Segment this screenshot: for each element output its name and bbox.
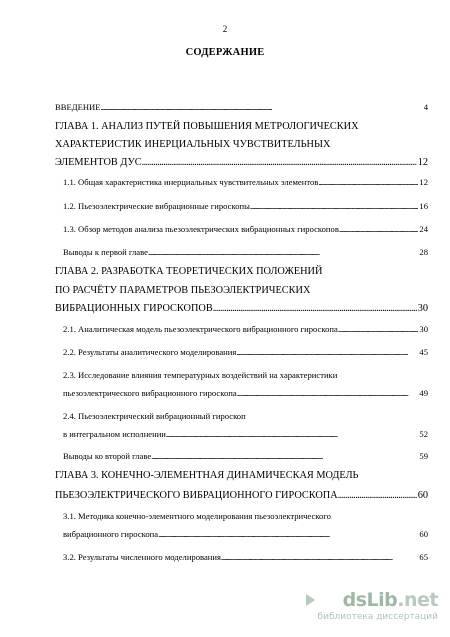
toc-entry-page: 30 [417, 303, 428, 314]
toc-entry-conclusions-2[interactable] [55, 451, 428, 461]
toc-entry-chapter-1-line-2[interactable] [55, 139, 428, 150]
toc-leader-dots [339, 224, 419, 234]
toc-entry-chapter-1-line-1[interactable] [55, 121, 428, 132]
toc-leader-dots [236, 347, 418, 357]
toc-entry-page: 24 [419, 224, 428, 234]
toc-leader-dots [338, 324, 419, 334]
toc-leader-dots [166, 429, 418, 439]
toc-entry-page: 28 [419, 247, 428, 257]
toc-entry-3-2[interactable] [55, 552, 428, 562]
toc-entry-text: в интегральном исполнении [63, 429, 166, 439]
toc-entry-text: ЭЛЕМЕНТОВ ДУС [55, 157, 142, 168]
toc-entry-chapter-3-line-2[interactable] [55, 490, 428, 501]
toc-entry-text: пьезоэлектрического вибрационного гироскопа [63, 388, 237, 398]
toc-entry-text: 1.1. Общая характеристика инерциальных чувствительных элементов [63, 177, 319, 187]
toc-entry-text: 2.3. Исследование влияния температурных воздействий на характеристики [63, 370, 338, 380]
toc-leader-dots [318, 177, 418, 187]
toc-entry-text: ПЬЕЗОЭЛЕКТРИЧЕСКОГО ВИБРАЦИОННОГО ГИРОСКОПА [55, 490, 338, 501]
toc-leader-dots [151, 451, 418, 461]
toc-entry-page: 60 [419, 529, 428, 539]
toc-entry-text: 2.4. Пьезоэлектрический вибрационный гироскоп [63, 411, 246, 421]
toc-entry-page: 4 [423, 102, 428, 112]
toc-title: СОДЕРЖАНИЕ [185, 47, 265, 58]
toc-entry-2-3-line-2[interactable] [55, 388, 428, 398]
toc-entry-2-4-line-2[interactable] [55, 429, 428, 439]
toc-entry-page: 45 [419, 347, 428, 357]
toc-entry-2-4-line-1[interactable] [55, 411, 428, 421]
toc-entry-conclusions-1[interactable] [55, 247, 428, 257]
toc-entry-text: 3.2. Результаты численного моделирования [63, 552, 221, 562]
toc-leader-dots [148, 247, 418, 257]
toc-entry-text: ВИБРАЦИОННЫХ ГИРОСКОПОВ [55, 303, 213, 314]
toc-entry-chapter-1-line-3[interactable] [55, 157, 428, 168]
toc-entry-3-1-line-1[interactable] [55, 511, 428, 521]
toc-entry-2-3-line-1[interactable] [55, 370, 428, 380]
toc-entry-chapter-3-line-1[interactable] [55, 470, 428, 481]
toc-leader-dots [213, 303, 417, 314]
toc-entry-text: вибрационного гироскопа [63, 529, 159, 539]
toc-entry-page: 49 [419, 388, 428, 398]
watermark-logo: dsLib.net [342, 589, 438, 611]
toc-entry-2-2[interactable] [55, 347, 428, 357]
toc-leader-dots [158, 529, 418, 539]
toc-entry-page: 12 [417, 157, 428, 168]
toc-entry-chapter-2-line-2[interactable] [55, 285, 428, 296]
toc-entry-text: ГЛАВА 3. КОНЕЧНО-ЭЛЕМЕНТНАЯ ДИНАМИЧЕСКАЯ МОДЕЛЬ [55, 470, 359, 481]
toc-entry-chapter-2-line-1[interactable] [55, 266, 428, 277]
toc-entry-text: ГЛАВА 1. АНАЛИЗ ПУТЕЙ ПОВЫШЕНИЯ МЕТРОЛОГИЧЕСКИХ [55, 121, 359, 132]
dslib-watermark[interactable] [318, 589, 438, 627]
toc-entry-text: 1.2. Пьезоэлектрические вибрационные гироскопы [63, 201, 250, 211]
toc-entry-text: 1.3. Обзор методов анализа пьезоэлектрических вибрационных гироскопов [63, 224, 339, 234]
toc-leader-dots [101, 102, 423, 112]
toc-entry-2-1[interactable] [55, 324, 428, 334]
toc-entry-text: ГЛАВА 2. РАЗРАБОТКА ТЕОРЕТИЧЕСКИХ ПОЛОЖЕНИЙ [55, 266, 323, 277]
toc-entry-page: 52 [419, 429, 428, 439]
toc-entry-page: 12 [419, 177, 428, 187]
toc-entry-page: 30 [419, 324, 428, 334]
toc-leader-dots [142, 157, 417, 168]
toc-entry-text: 2.2. Результаты аналитического моделирования [63, 347, 237, 357]
toc-entry-text: Выводы ко второй главе [63, 451, 152, 461]
watermark-subtitle: библиотека диссертаций [317, 612, 438, 622]
toc-entry-introduction[interactable] [55, 102, 428, 112]
toc-entry-text: Выводы к первой главе [63, 247, 148, 257]
page-number: 2 [222, 24, 228, 34]
toc-leader-dots [250, 201, 418, 211]
toc-entry-1-3[interactable] [55, 224, 428, 234]
toc-entry-page: 60 [417, 490, 428, 501]
toc-entry-page: 65 [419, 552, 428, 562]
toc-entry-page: 59 [419, 451, 428, 461]
toc-entry-text: 3.1. Методика конечно-элементного моделирования пьезоэлектрического [63, 511, 331, 521]
toc-entry-text: ПО РАСЧЁТУ ПАРАМЕТРОВ ПЬЕЗОЭЛЕКТРИЧЕСКИХ [55, 285, 311, 296]
toc-entry-text: ВВЕДЕНИЕ [55, 102, 101, 112]
toc-entry-text: ХАРАКТЕРИСТИК ИНЕРЦИАЛЬНЫХ ЧУВСТВИТЕЛЬНЫХ [55, 139, 331, 150]
toc-entry-1-1[interactable] [55, 177, 428, 187]
toc-leader-dots [338, 490, 417, 501]
toc-entry-1-2[interactable] [55, 201, 428, 211]
toc-entry-page: 16 [419, 201, 428, 211]
play-arrow-icon [306, 594, 315, 606]
toc-entry-text: 2.1. Аналитическая модель пьезоэлектрического вибрационного гироскопа [63, 324, 338, 334]
toc-entry-chapter-2-line-3[interactable] [55, 303, 428, 314]
toc-leader-dots [221, 552, 418, 562]
toc-leader-dots [237, 388, 419, 398]
toc-entry-3-1-line-2[interactable] [55, 529, 428, 539]
